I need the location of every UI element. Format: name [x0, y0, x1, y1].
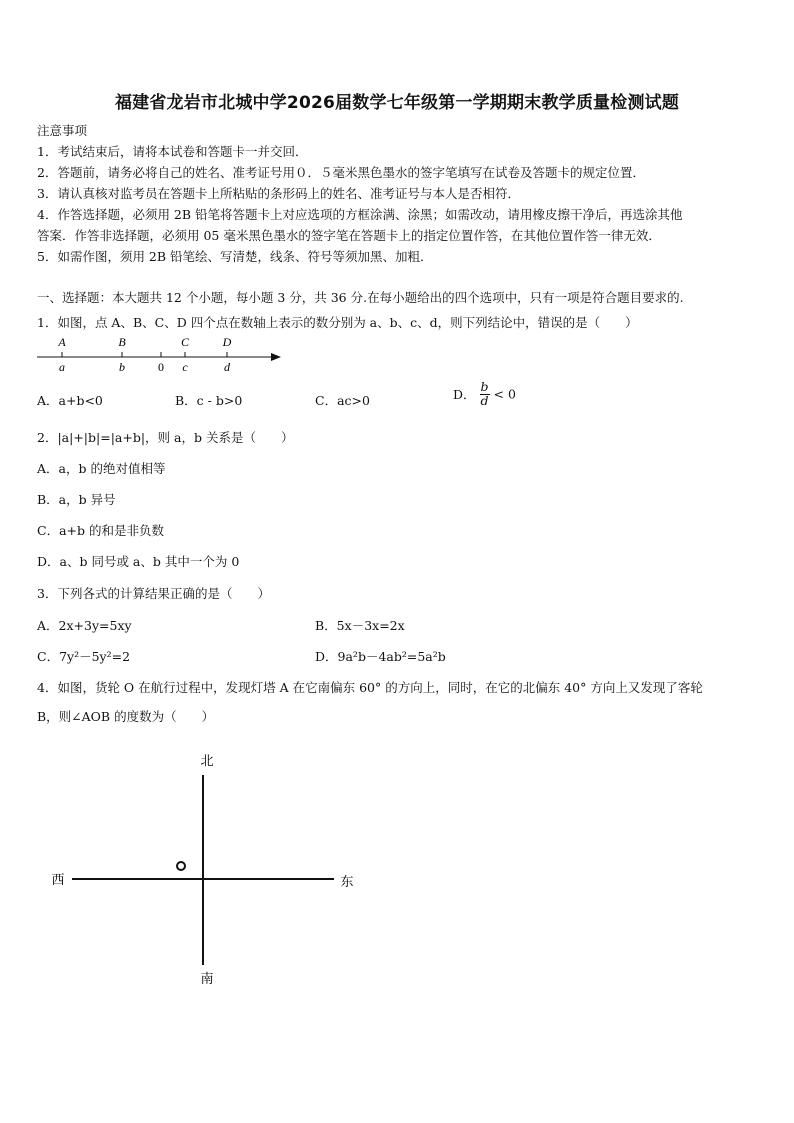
notice-item-4: 4．作答选择题，必须用 2B 铅笔将答题卡上对应选项的方框涂满、涂黑；如需改动，请用橡皮擦干净后，再选涂其他	[37, 207, 683, 222]
east-label: 东	[340, 875, 354, 890]
q4-stem-line1: 4．如图，货轮 O 在航行过程中，发现灯塔 A 在它南偏东 60° 的方向上，同时，在它的北偏东 40° 方向上又发现了客轮	[37, 680, 703, 695]
q1-option-b: B．c - b>0	[175, 393, 243, 408]
fraction-denominator: d	[480, 392, 489, 408]
number-line	[35, 333, 295, 378]
q3-option-b: B．5x－3x=2x	[315, 618, 405, 633]
q2-option-c: C．a+b 的和是非负数	[37, 523, 164, 538]
notice-item-4-cont: 答案．作答非选择题，必须用 05 毫米黑色墨水的签字笔在答题卡上的指定位置作答，在其他位置作答一律无效．	[37, 228, 661, 243]
west-label: 西	[51, 873, 65, 888]
origin-point	[177, 862, 185, 870]
q1-option-d-rest: < 0	[493, 386, 516, 402]
point-label-a-lower: a	[59, 360, 65, 374]
q1-option-d-label: D．	[453, 387, 476, 402]
q1-option-a: A．a+b<0	[37, 393, 103, 408]
q2-stem: 2．|a|+|b|=|a+b|，则 a，b 关系是（ ）	[37, 430, 294, 445]
notice-item-3: 3．请认真核对监考员在答题卡上所粘贴的条形码上的姓名、准考证号与本人是否相符．	[37, 186, 520, 201]
page-title: 福建省龙岩市北城中学2026届数学七年级第一学期期末教学质量检测试题	[114, 93, 680, 113]
fraction-numerator: b	[480, 379, 489, 394]
q3-option-c: C．7y²－5y²=2	[37, 649, 131, 664]
notice-item-5: 5．如需作图，须用 2B 铅笔绘、写清楚，线条、符号等须加黑、加粗．	[37, 249, 433, 264]
south-label: 南	[200, 972, 214, 987]
q3-stem: 3．下列各式的计算结果正确的是（ ）	[37, 586, 270, 601]
point-label-b-upper: B	[118, 335, 126, 349]
point-label-d-lower: d	[224, 360, 230, 374]
fraction-b-over-d	[480, 381, 490, 407]
q1-option-d	[453, 381, 516, 407]
q4-stem-line2: B，则∠AOB 的度数为（ ）	[37, 709, 215, 724]
q3-option-a: A．2x+3y=5xy	[37, 618, 132, 633]
q2-option-b: B．a，b 异号	[37, 492, 116, 507]
point-label-c-lower: c	[182, 360, 188, 374]
point-label-b-lower: b	[119, 360, 125, 374]
section-heading: 一、选择题：本大题共 12 个小题，每小题 3 分，共 36 分.在每小题给出的四个选项中，只有一项是符合题目要求的.	[37, 290, 684, 305]
compass-diagram	[45, 745, 365, 995]
point-label-d-upper: D	[222, 335, 232, 349]
notice-item-2: 2．答题前，请务必将自己的姓名、准考证号用０．５毫米黑色墨水的签字笔填写在试卷及答题卡的规定位置．	[37, 165, 645, 180]
north-label: 北	[200, 754, 214, 769]
q2-option-a: A．a，b 的绝对值相等	[37, 461, 166, 476]
notice-heading: 注意事项	[37, 123, 88, 138]
notice-item-1: 1．考试结束后，请将本试卷和答题卡一并交回．	[37, 144, 308, 159]
point-label-a-upper: A	[58, 335, 66, 349]
q1-option-c: C．ac>0	[315, 393, 370, 408]
point-label-c-upper: C	[180, 335, 190, 349]
origin-label: 0	[158, 360, 164, 374]
q1-stem: 1．如图，点 A、B、C、D 四个点在数轴上表示的数分别为 a、b、c、d，则下列结论中，错误的是（ ）	[37, 315, 638, 330]
q3-option-d: D．9a²b－4ab²=5a²b	[315, 649, 446, 664]
q2-option-d: D．a、b 同号或 a、b 其中一个为 0	[37, 554, 240, 569]
